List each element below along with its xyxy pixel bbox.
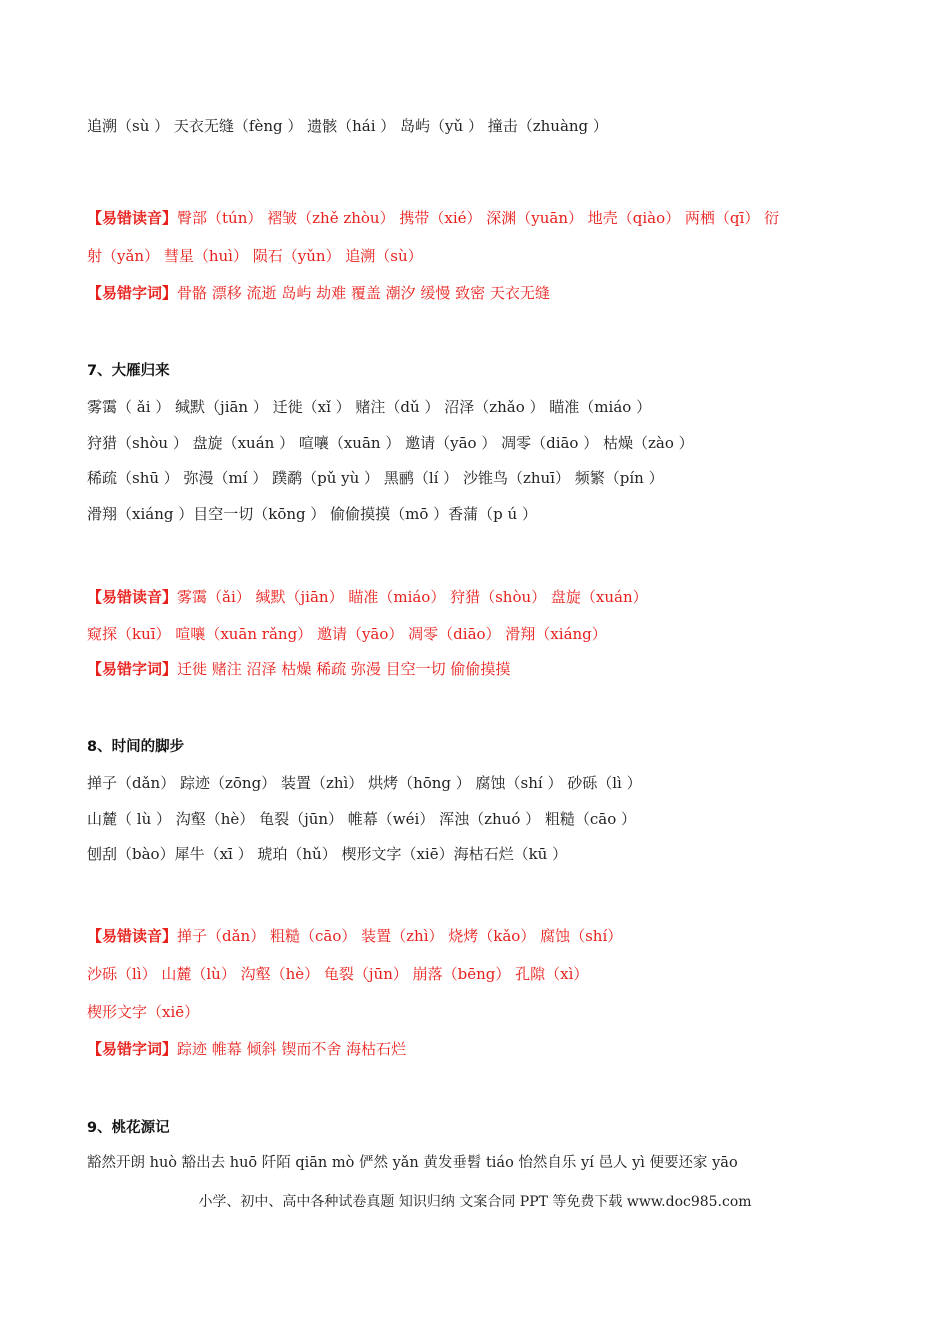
s8-read-line-2: 沙砾（lì） 山麓（lù） 沟壑（hè） 龟裂（jūn） 崩落（bēng） 孔隙（xì） — [87, 965, 589, 983]
s7-line-1: 雾霭（ ǎi ） 缄默（jiān ） 迁徙（xǐ ） 赌注（dǔ ） 沼泽（zhǎo ） 瞄准（miáo ） — [87, 398, 652, 416]
s8-read-tag: 【易错读音】 — [87, 927, 178, 945]
s8-word-tag: 【易错字词】 — [87, 1040, 178, 1058]
s8-title: 8、时间的脚步 — [87, 739, 185, 755]
s8-line-2: 山麓（ lù ） 沟壑（hè） 龟裂（jūn） 帷幕（wéi） 浑浊（zhuó ） 粗糙（cāo ） — [87, 810, 637, 828]
s7-line-4: 滑翔（xiáng ）目空一切（kōng ） 偷偷摸摸（mō ）香蒲（p ú ） — [87, 505, 537, 523]
s8-line-3: 刨刮（bào）犀牛（xī ） 琥珀（hǔ） 楔形文字（xiē）海枯石烂（kū ） — [87, 845, 568, 863]
s8-words: 踪迹 帷幕 倾斜 锲而不舍 海枯石烂 — [177, 1040, 407, 1058]
s9-title: 9、桃花源记 — [87, 1120, 170, 1136]
s8-read-text-1: 掸子（dǎn） 粗糙（cāo） 装置（zhì） 烧烤（kǎo） 腐蚀（shí） — [177, 927, 623, 945]
s7-word-line — [87, 658, 510, 680]
s8-read-line-1 — [87, 925, 622, 947]
s7-read-line-1 — [87, 586, 648, 608]
s6-word-tag: 【易错字词】 — [87, 284, 178, 302]
s8-word-line — [87, 1038, 406, 1060]
s9-line-1: 豁然开朗 huò 豁出去 huō 阡陌 qiān mò 俨然 yǎn 黄发垂髫 tiáo 怡然自乐 yí 邑人 yì 便要还家 yāo — [87, 1155, 738, 1171]
s7-title: 7、大雁归来 — [87, 363, 170, 379]
s6-read-line-1 — [87, 207, 779, 229]
s7-word-tag: 【易错字词】 — [87, 660, 178, 678]
s6-read-text-1: 臀部（tún） 褶皱（zhě zhòu） 携带（xié） 深渊（yuān） 地壳（qiào） 两栖（qī） 衍 — [177, 209, 780, 227]
s7-line-2: 狩猎（shòu ） 盘旋（xuán ） 喧嚷（xuān ） 邀请（yāo ） 凋零（diāo ） 枯燥（zào ） — [87, 434, 694, 452]
s7-words: 迁徙 赌注 沼泽 枯燥 稀疏 弥漫 目空一切 偷偷摸摸 — [177, 660, 511, 678]
s7-read-line-2: 窥探（kuī） 喧嚷（xuān rǎng） 邀请（yāo） 凋零（diāo） 滑翔（xiáng） — [87, 625, 607, 643]
s6-read-line-2: 射（yǎn） 彗星（huì） 陨石（yǔn） 追溯（sù） — [87, 247, 423, 265]
s7-read-text-1: 雾霭（ǎi） 缄默（jiān） 瞄准（miáo） 狩猎（shòu） 盘旋（xuán） — [177, 588, 648, 606]
s7-read-tag: 【易错读音】 — [87, 588, 178, 606]
top-vocab-line: 追溯（sù ） 天衣无缝（fèng ） 遗骸（hái ） 岛屿（yǔ ） 撞击（zhuàng ） — [87, 117, 608, 135]
s7-line-3: 稀疏（shū ） 弥漫（mí ） 蹼鹬（pǔ yù ） 黑鹂（lí ） 沙锥鸟（zhuī） 频繁（pín ） — [87, 469, 664, 487]
s6-word-line — [87, 282, 550, 304]
s8-line-1: 掸子（dǎn） 踪迹（zōng） 装置（zhì） 烘烤（hōng ） 腐蚀（shí ） 砂砾（lì ） — [87, 774, 642, 792]
page-footer: 小学、初中、高中各种试卷真题 知识归纳 文案合同 PPT 等免费下载 www.doc985.com — [198, 1194, 752, 1210]
s6-read-tag: 【易错读音】 — [87, 209, 178, 227]
s8-read-line-3: 楔形文字（xiē） — [87, 1003, 200, 1021]
s6-words: 骨骼 漂移 流逝 岛屿 劫难 覆盖 潮汐 缓慢 致密 天衣无缝 — [177, 284, 550, 302]
